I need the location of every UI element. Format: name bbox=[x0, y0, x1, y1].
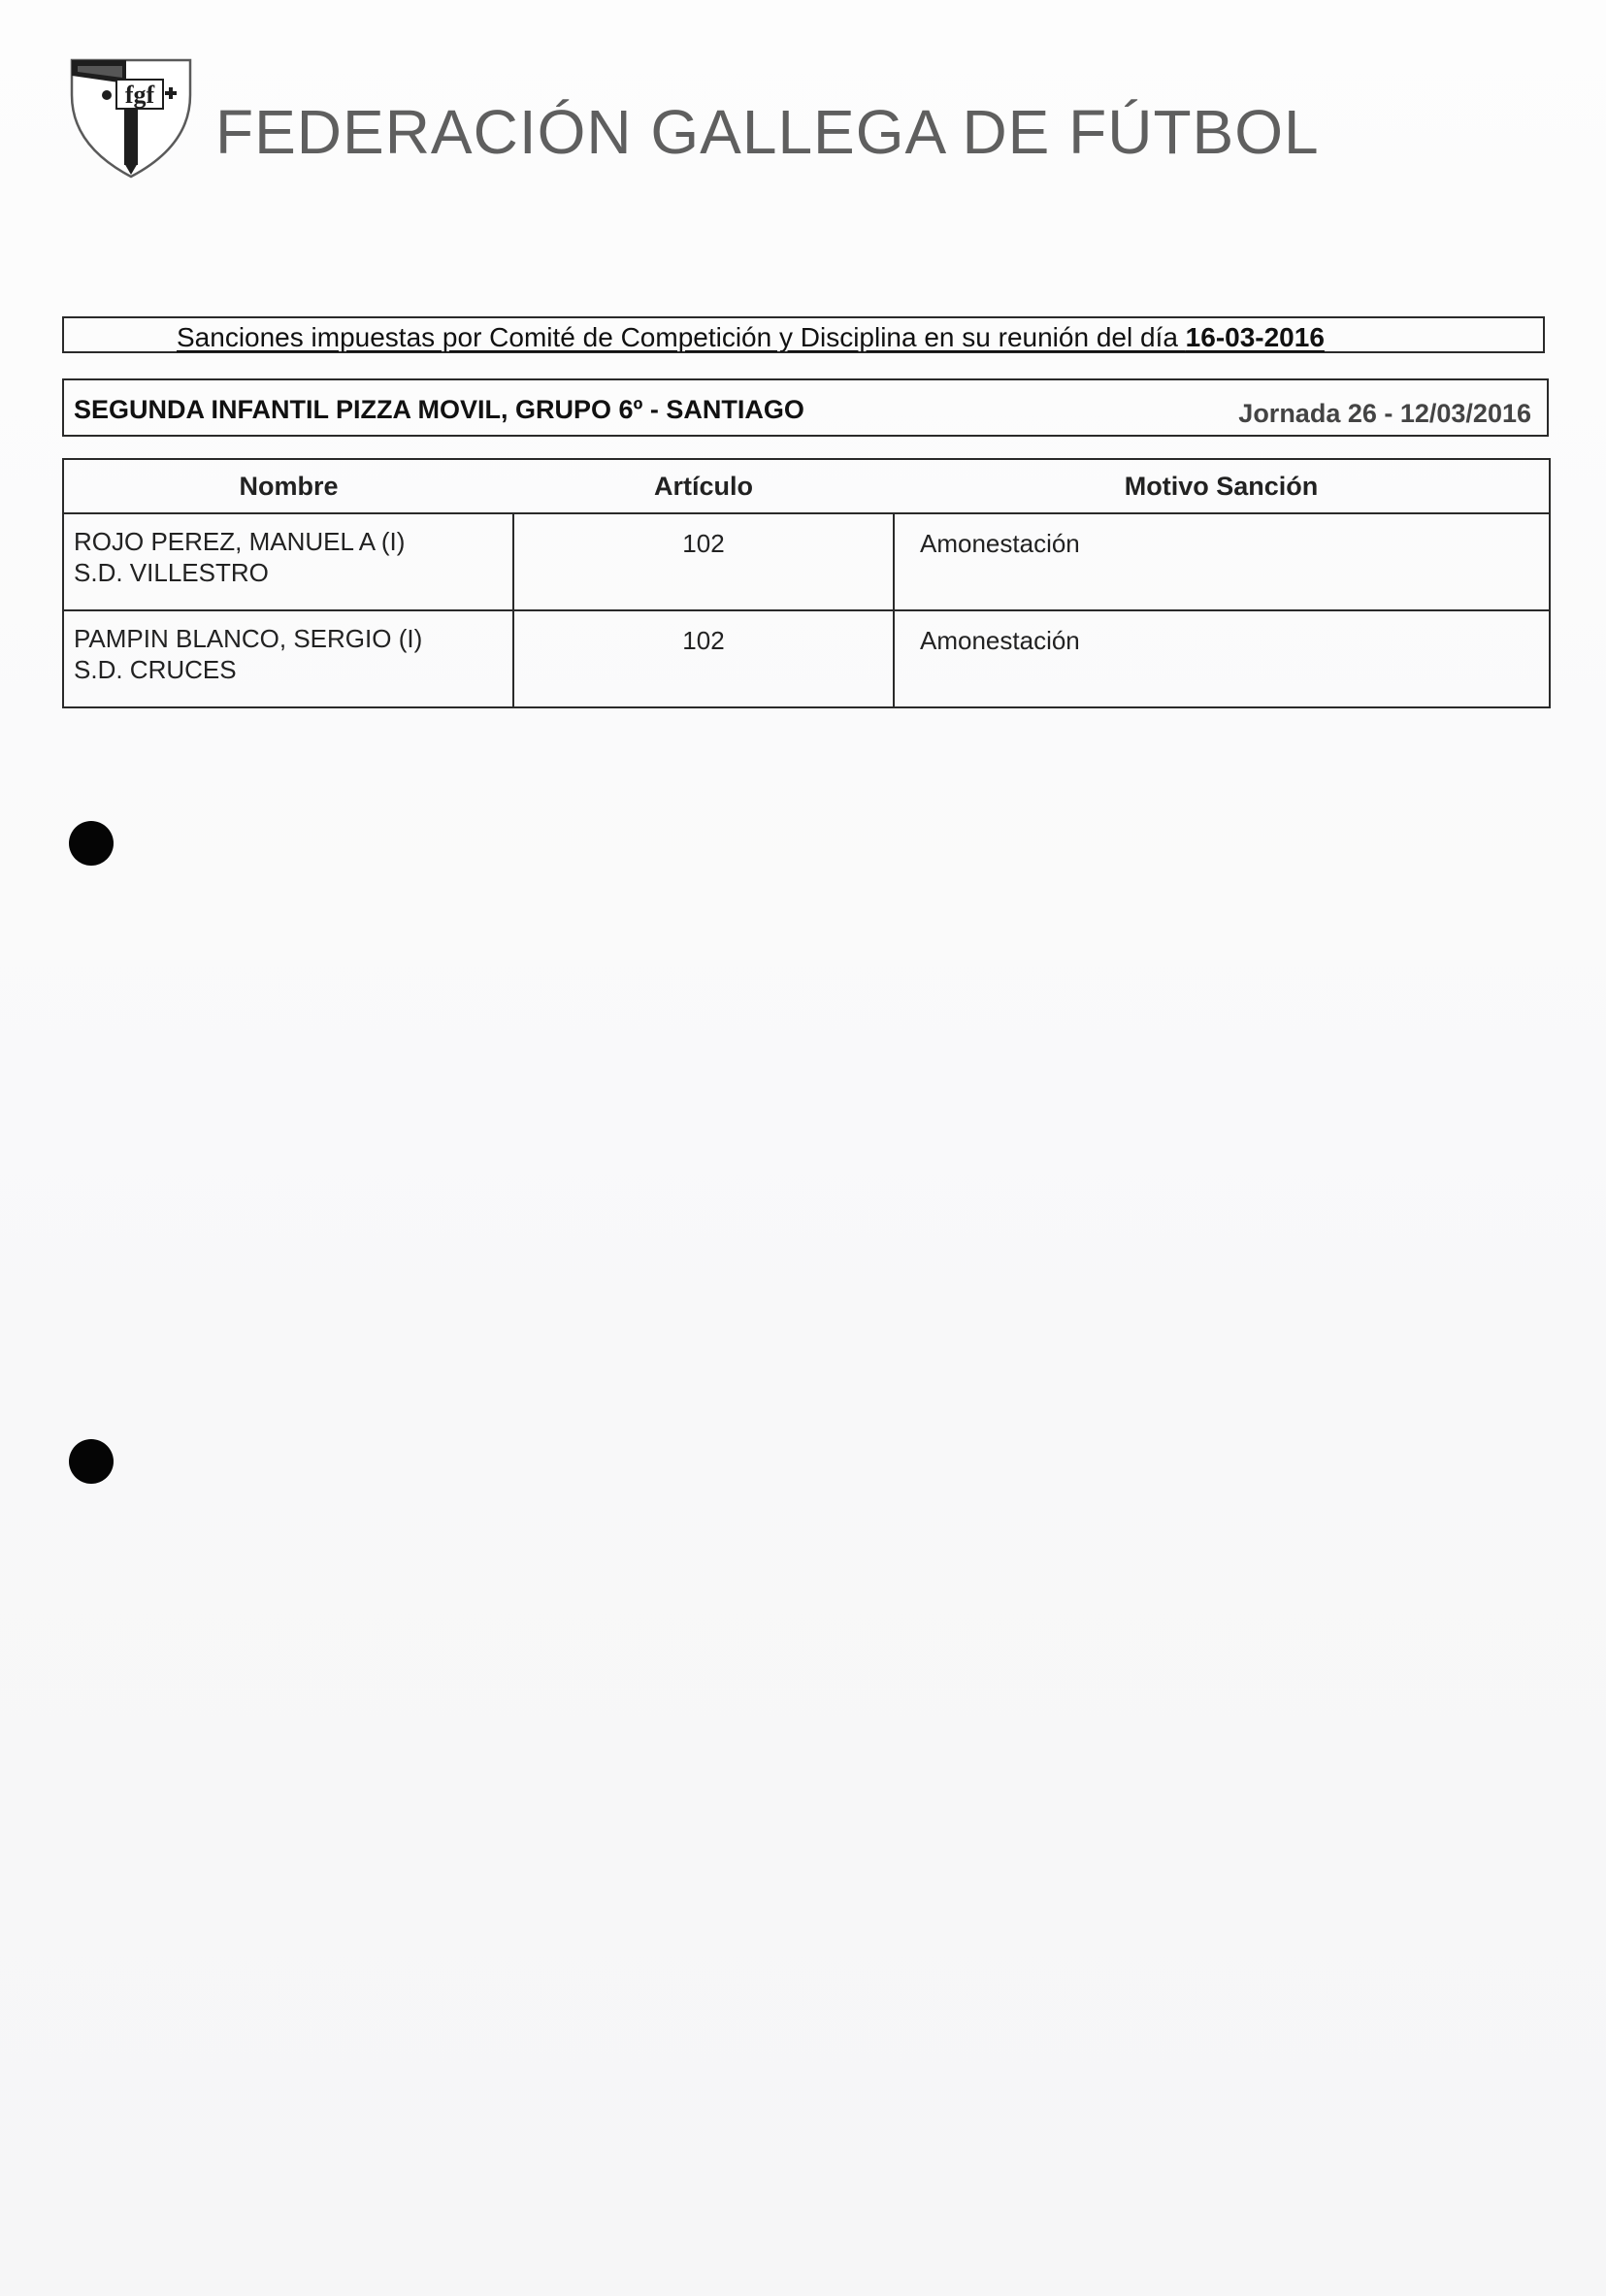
competition-box bbox=[62, 378, 1549, 437]
cell-articulo: 102 bbox=[513, 513, 894, 610]
header-motivo: Motivo Sanción bbox=[894, 459, 1550, 513]
sanctions-title-prefix: Sanciones impuestas por Comité de Competición y Disciplina en su reunión del día bbox=[177, 322, 1186, 352]
cell-articulo: 102 bbox=[513, 610, 894, 707]
sanctions-title-box bbox=[62, 316, 1545, 353]
club-name: S.D. VILLESTRO bbox=[74, 558, 269, 587]
jornada-date: Jornada 26 - 12/03/2016 bbox=[1238, 399, 1531, 428]
meeting-date: 16-03-2016 bbox=[1185, 322, 1325, 352]
header-articulo: Artículo bbox=[513, 459, 894, 513]
cell-nombre bbox=[63, 610, 513, 707]
club-name: S.D. CRUCES bbox=[74, 655, 237, 684]
header-nombre: Nombre bbox=[63, 459, 513, 513]
cell-motivo: Amonestación bbox=[894, 513, 1550, 610]
player-name: PAMPIN BLANCO, SERGIO (I) bbox=[74, 624, 423, 653]
sanctions-table bbox=[62, 458, 1551, 708]
cell-motivo: Amonestación bbox=[894, 610, 1550, 707]
table-row bbox=[63, 610, 1550, 707]
table-row bbox=[63, 513, 1550, 610]
federation-title: FEDERACIÓN GALLEGA DE FÚTBOL bbox=[215, 97, 1320, 167]
sanctions-title bbox=[177, 321, 1325, 354]
federation-logo bbox=[68, 56, 194, 180]
player-name: ROJO PEREZ, MANUEL A (I) bbox=[74, 527, 406, 556]
cell-nombre bbox=[63, 513, 513, 610]
punch-hole-bottom bbox=[69, 1439, 114, 1484]
table-header-row bbox=[63, 459, 1550, 513]
logo-lettering: fgf bbox=[124, 81, 155, 109]
competition-name: SEGUNDA INFANTIL PIZZA MOVIL, GRUPO 6º - SANTIAGO bbox=[74, 395, 804, 424]
punch-hole-top bbox=[69, 821, 114, 866]
